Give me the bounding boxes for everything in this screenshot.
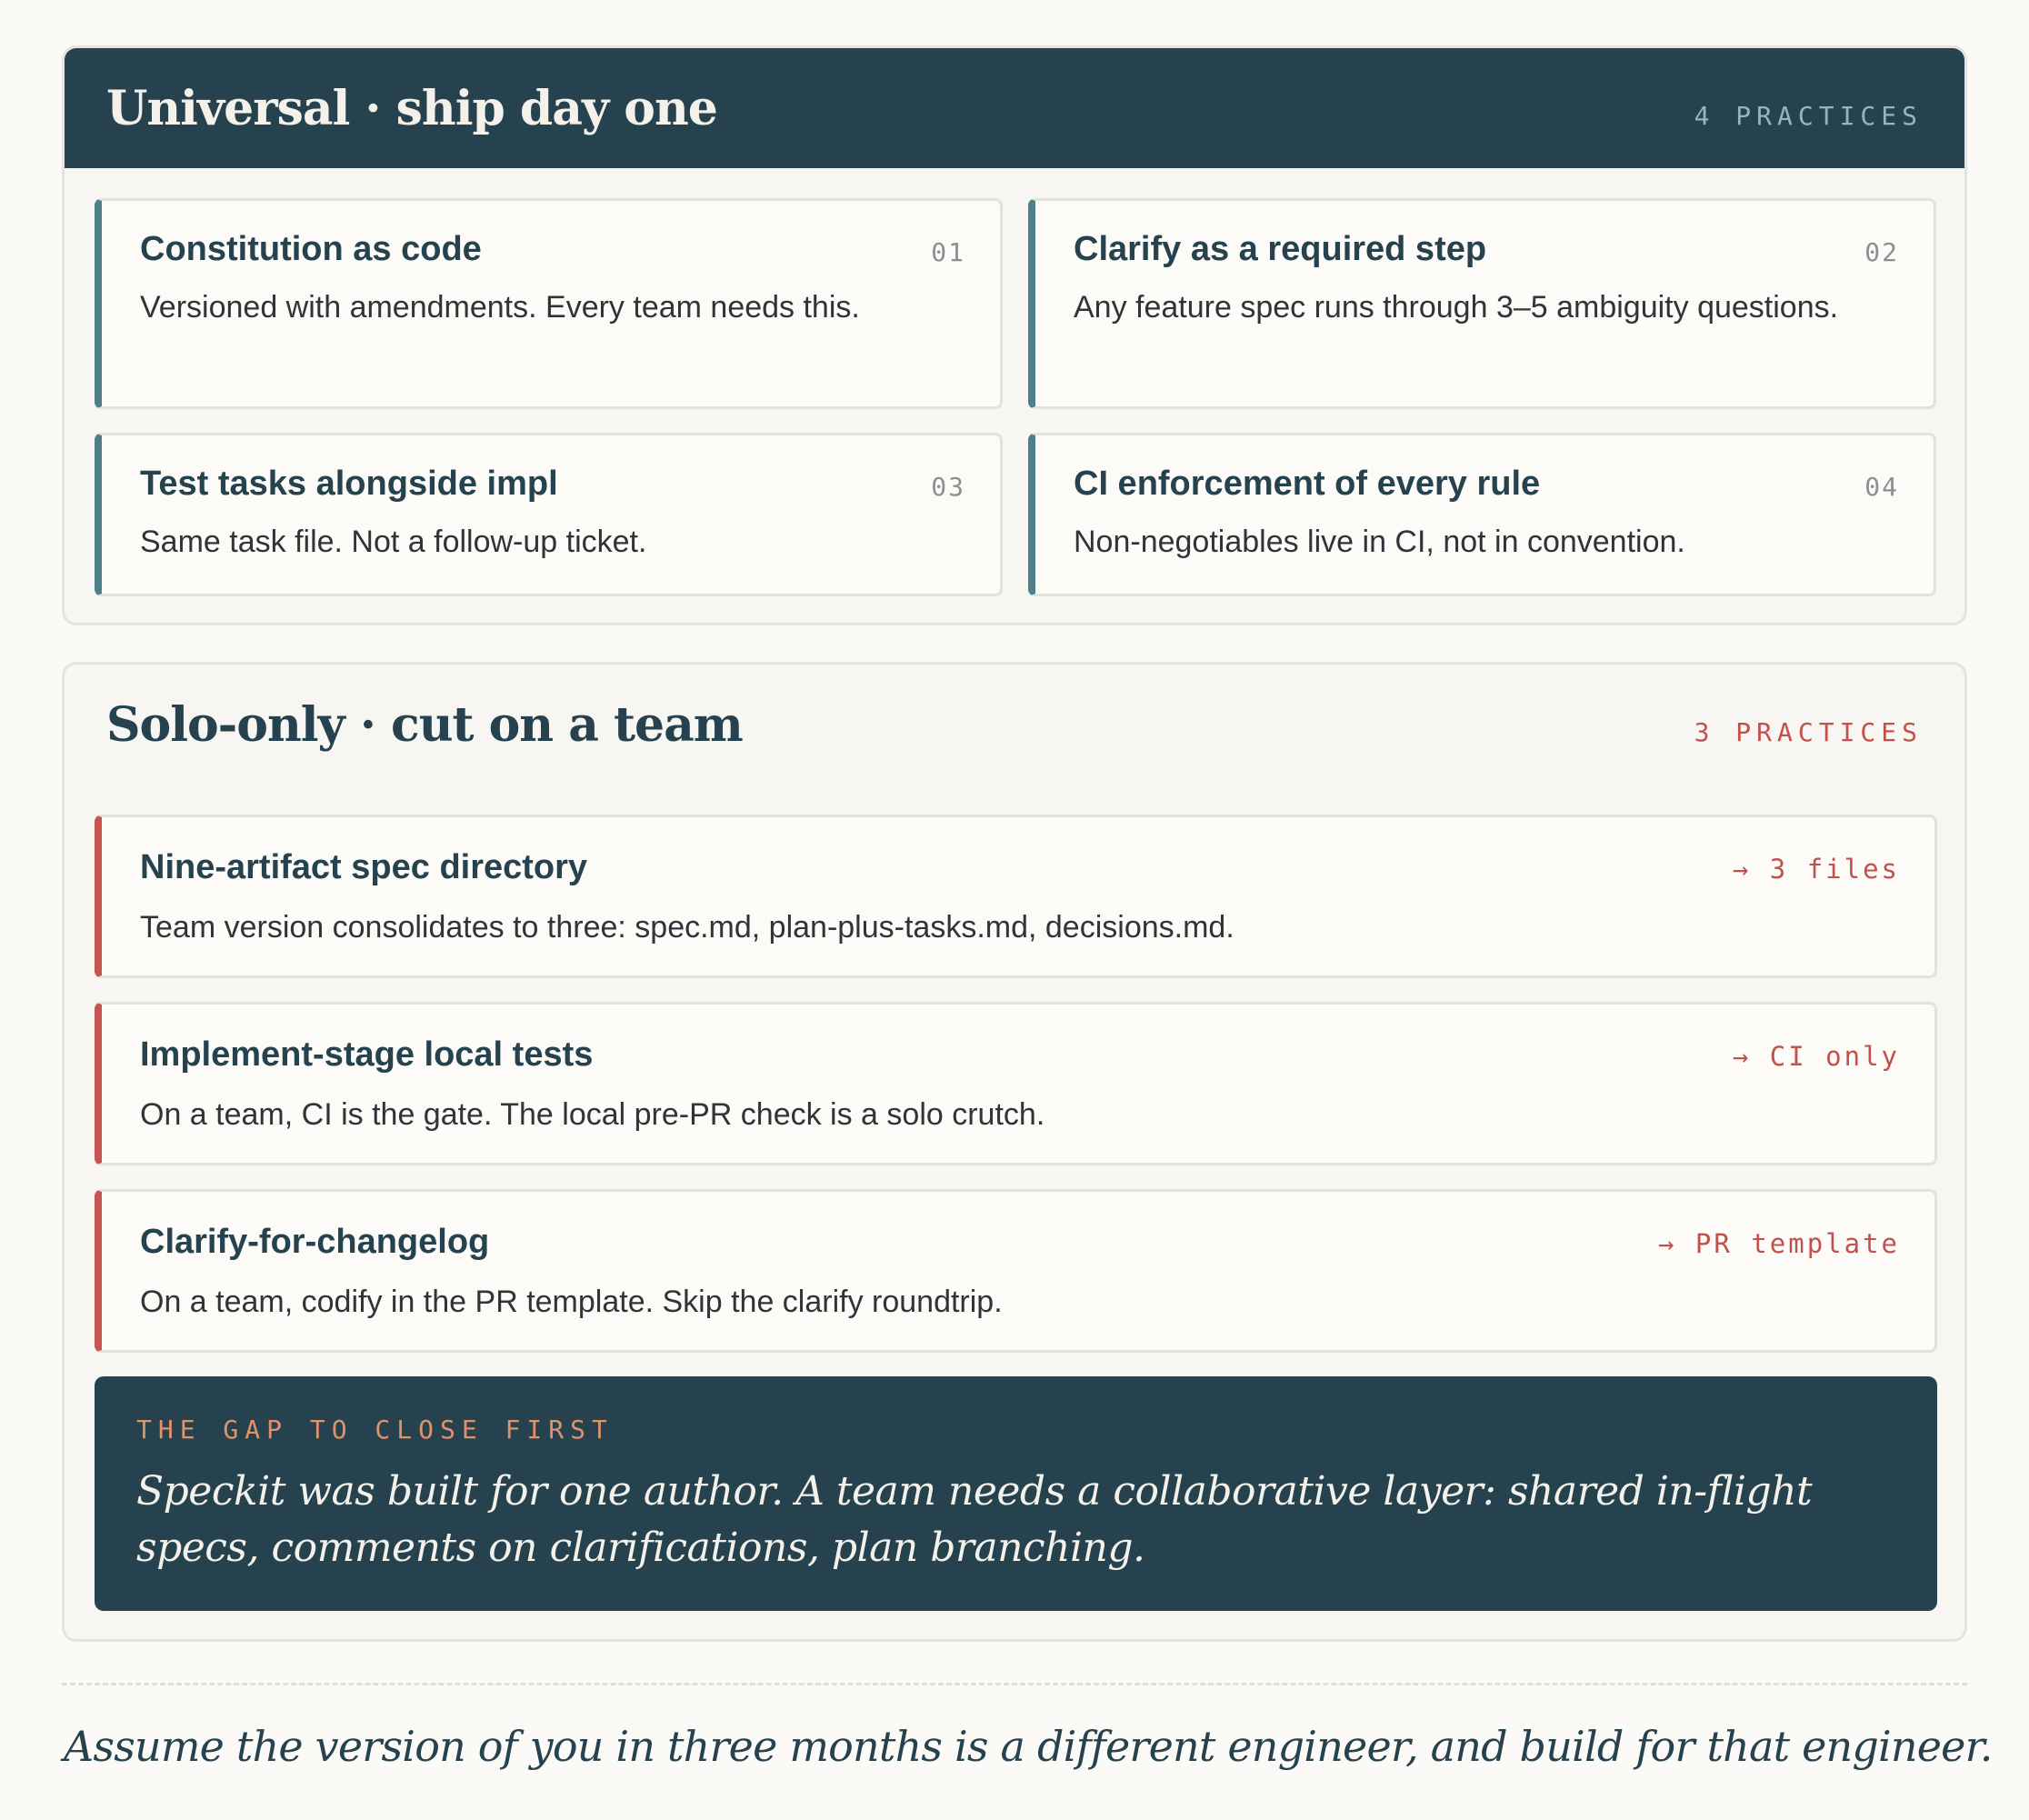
practice-card-number: 01 <box>931 237 965 267</box>
practice-card-number: 03 <box>931 472 965 502</box>
solo-card-description: Team version consolidates to three: spec.md, plan-plus-tasks.md, decisions.md. <box>140 910 1234 945</box>
practice-card-test-tasks <box>95 433 1003 596</box>
practice-card-number: 04 <box>1864 472 1899 502</box>
practice-card-number: 02 <box>1864 237 1899 267</box>
practice-card-constitution <box>95 198 1003 409</box>
practice-card-description: Any feature spec runs through 3–5 ambiguity questions. <box>1074 290 1839 325</box>
gap-callout-label: THE GAP TO CLOSE FIRST <box>136 1415 614 1445</box>
practice-card-description: Non-negotiables live in CI, not in convention. <box>1074 525 1685 559</box>
solo-card-replacement-tag: → CI only <box>1732 1041 1900 1072</box>
solo-card-replacement-tag: → 3 files <box>1732 854 1900 885</box>
solo-card-title: Implement-stage local tests <box>140 1035 594 1074</box>
solo-card-replacement-tag: → PR template <box>1658 1228 1900 1259</box>
solo-card-description: On a team, CI is the gate. The local pre-PR check is a solo crutch. <box>140 1097 1045 1132</box>
dashed-divider <box>62 1683 1967 1685</box>
solo-card-spec-directory <box>95 815 1937 978</box>
practice-card-title: Test tasks alongside impl <box>140 465 558 503</box>
practice-card-title: Clarify as a required step <box>1074 230 1487 268</box>
practice-card-description: Same task file. Not a follow-up ticket. <box>140 525 647 559</box>
solo-practices-panel <box>62 662 1967 1642</box>
practice-card-title: Constitution as code <box>140 230 482 268</box>
practice-card-description: Versioned with amendments. Every team needs this. <box>140 290 860 325</box>
solo-card-title: Clarify-for-changelog <box>140 1223 490 1261</box>
solo-card-clarify-changelog <box>95 1189 1937 1353</box>
gap-callout-text: Speckit was built for one author. A team needs a collaborative layer: shared in-flight specs, comments on clarifications, plan branching. <box>136 1468 1813 1571</box>
solo-card-description: On a team, codify in the PR template. Skip the clarify roundtrip. <box>140 1285 1003 1319</box>
practice-card-title: CI enforcement of every rule <box>1074 465 1541 503</box>
universal-practice-count: 4 PRACTICES <box>1694 101 1923 131</box>
universal-panel-title: Universal · ship day one <box>106 81 717 136</box>
practice-card-ci-enforcement <box>1028 433 1936 596</box>
solo-card-title: Nine-artifact spec directory <box>140 848 588 886</box>
practice-card-clarify <box>1028 198 1936 409</box>
solo-panel-title: Solo-only · cut on a team <box>106 697 743 753</box>
universal-practices-panel <box>62 45 1967 625</box>
solo-card-local-tests <box>95 1002 1937 1165</box>
gap-callout <box>95 1376 1937 1611</box>
closing-quote: Assume the version of you in three months is a different engineer, and build for that engineer. <box>64 1722 1993 1771</box>
solo-practice-count: 3 PRACTICES <box>1694 717 1923 747</box>
